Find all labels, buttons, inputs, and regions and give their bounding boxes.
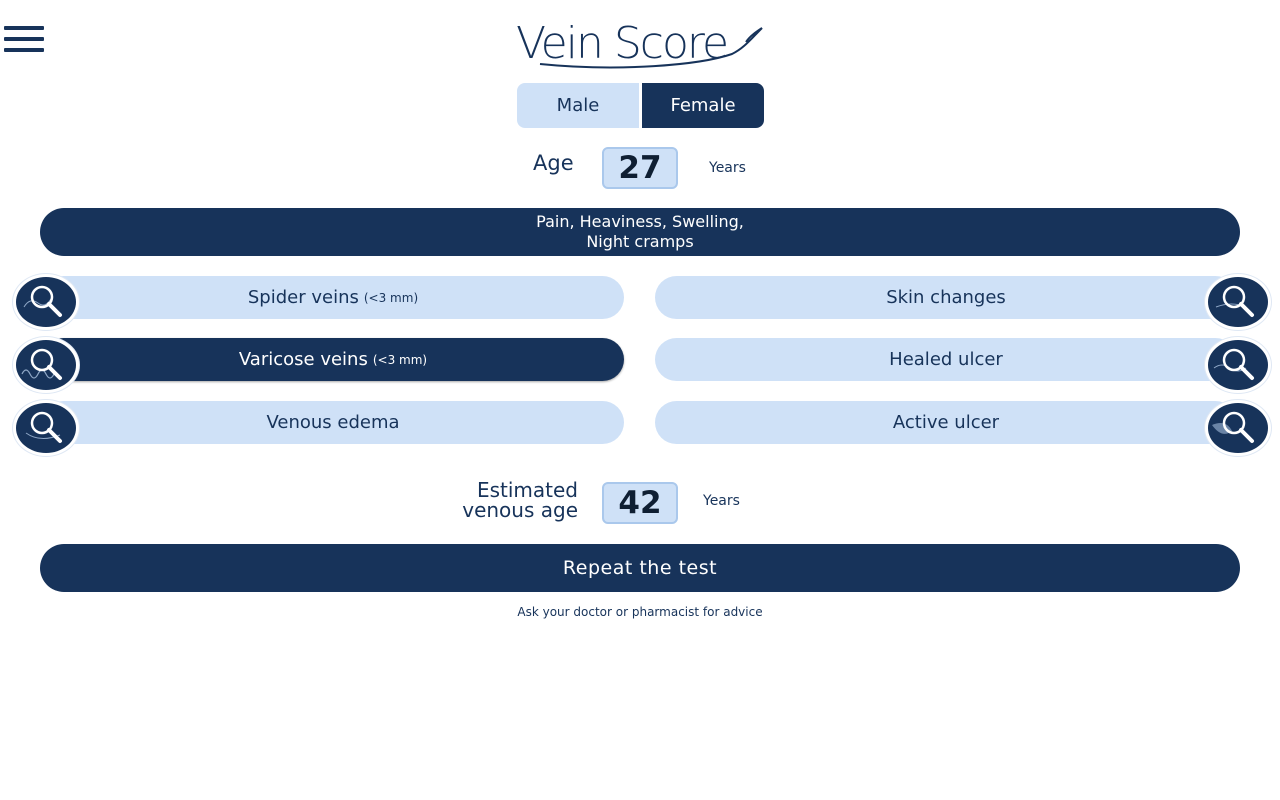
varicose-veins-magnifier-icon[interactable] — [13, 337, 79, 393]
spider-veins-magnifier-icon[interactable] — [13, 274, 79, 330]
hamburger-menu-icon[interactable] — [4, 26, 44, 52]
female-button[interactable]: Female — [642, 83, 764, 128]
vein-score-logo — [500, 10, 780, 72]
symptoms-line-2: Night cramps — [586, 232, 694, 251]
venous-edema-label: Venous edema — [266, 412, 400, 433]
logo-text: Vein Score — [516, 18, 728, 69]
estimated-label-line-2: venous age — [462, 498, 578, 522]
age-label: Age — [533, 151, 574, 175]
venous-edema-button[interactable] — [42, 401, 624, 444]
estimated-label-line-1: Estimated — [476, 478, 578, 502]
active-ulcer-magnifier-icon[interactable] — [1205, 400, 1271, 456]
varicose-veins-sub: (<3 mm) — [372, 352, 428, 367]
symptoms-line-1: Pain, Heaviness, Swelling, — [536, 212, 744, 231]
venous-age-value: 42 — [602, 482, 678, 524]
venous-age-unit-label: Years — [703, 493, 740, 509]
varicose-veins-button[interactable] — [42, 338, 624, 381]
skin-changes-magnifier-icon[interactable] — [1205, 274, 1271, 330]
estimated-venous-age-label — [420, 480, 578, 520]
male-button[interactable]: Male — [517, 83, 639, 128]
spider-veins-sub: (<3 mm) — [363, 290, 419, 305]
healed-ulcer-button[interactable] — [655, 338, 1237, 381]
symptoms-button[interactable] — [40, 208, 1240, 256]
venous-edema-magnifier-icon[interactable] — [13, 400, 79, 456]
advice-note: Ask your doctor or pharmacist for advice — [517, 605, 763, 619]
spider-veins-label: Spider veins — [247, 287, 359, 308]
active-ulcer-label: Active ulcer — [892, 412, 1000, 433]
healed-ulcer-magnifier-icon[interactable] — [1205, 337, 1271, 393]
repeat-test-button[interactable]: Repeat the test — [40, 544, 1240, 592]
gender-toggle — [517, 83, 764, 128]
age-input[interactable]: 27 — [602, 147, 678, 189]
active-ulcer-button[interactable] — [655, 401, 1237, 444]
skin-changes-label: Skin changes — [886, 287, 1006, 308]
logo-swoosh — [500, 10, 780, 72]
healed-ulcer-label: Healed ulcer — [889, 349, 1003, 370]
varicose-veins-label: Varicose veins — [238, 349, 368, 370]
spider-veins-button[interactable] — [42, 276, 624, 319]
skin-changes-button[interactable] — [655, 276, 1237, 319]
age-unit-label: Years — [709, 160, 746, 176]
